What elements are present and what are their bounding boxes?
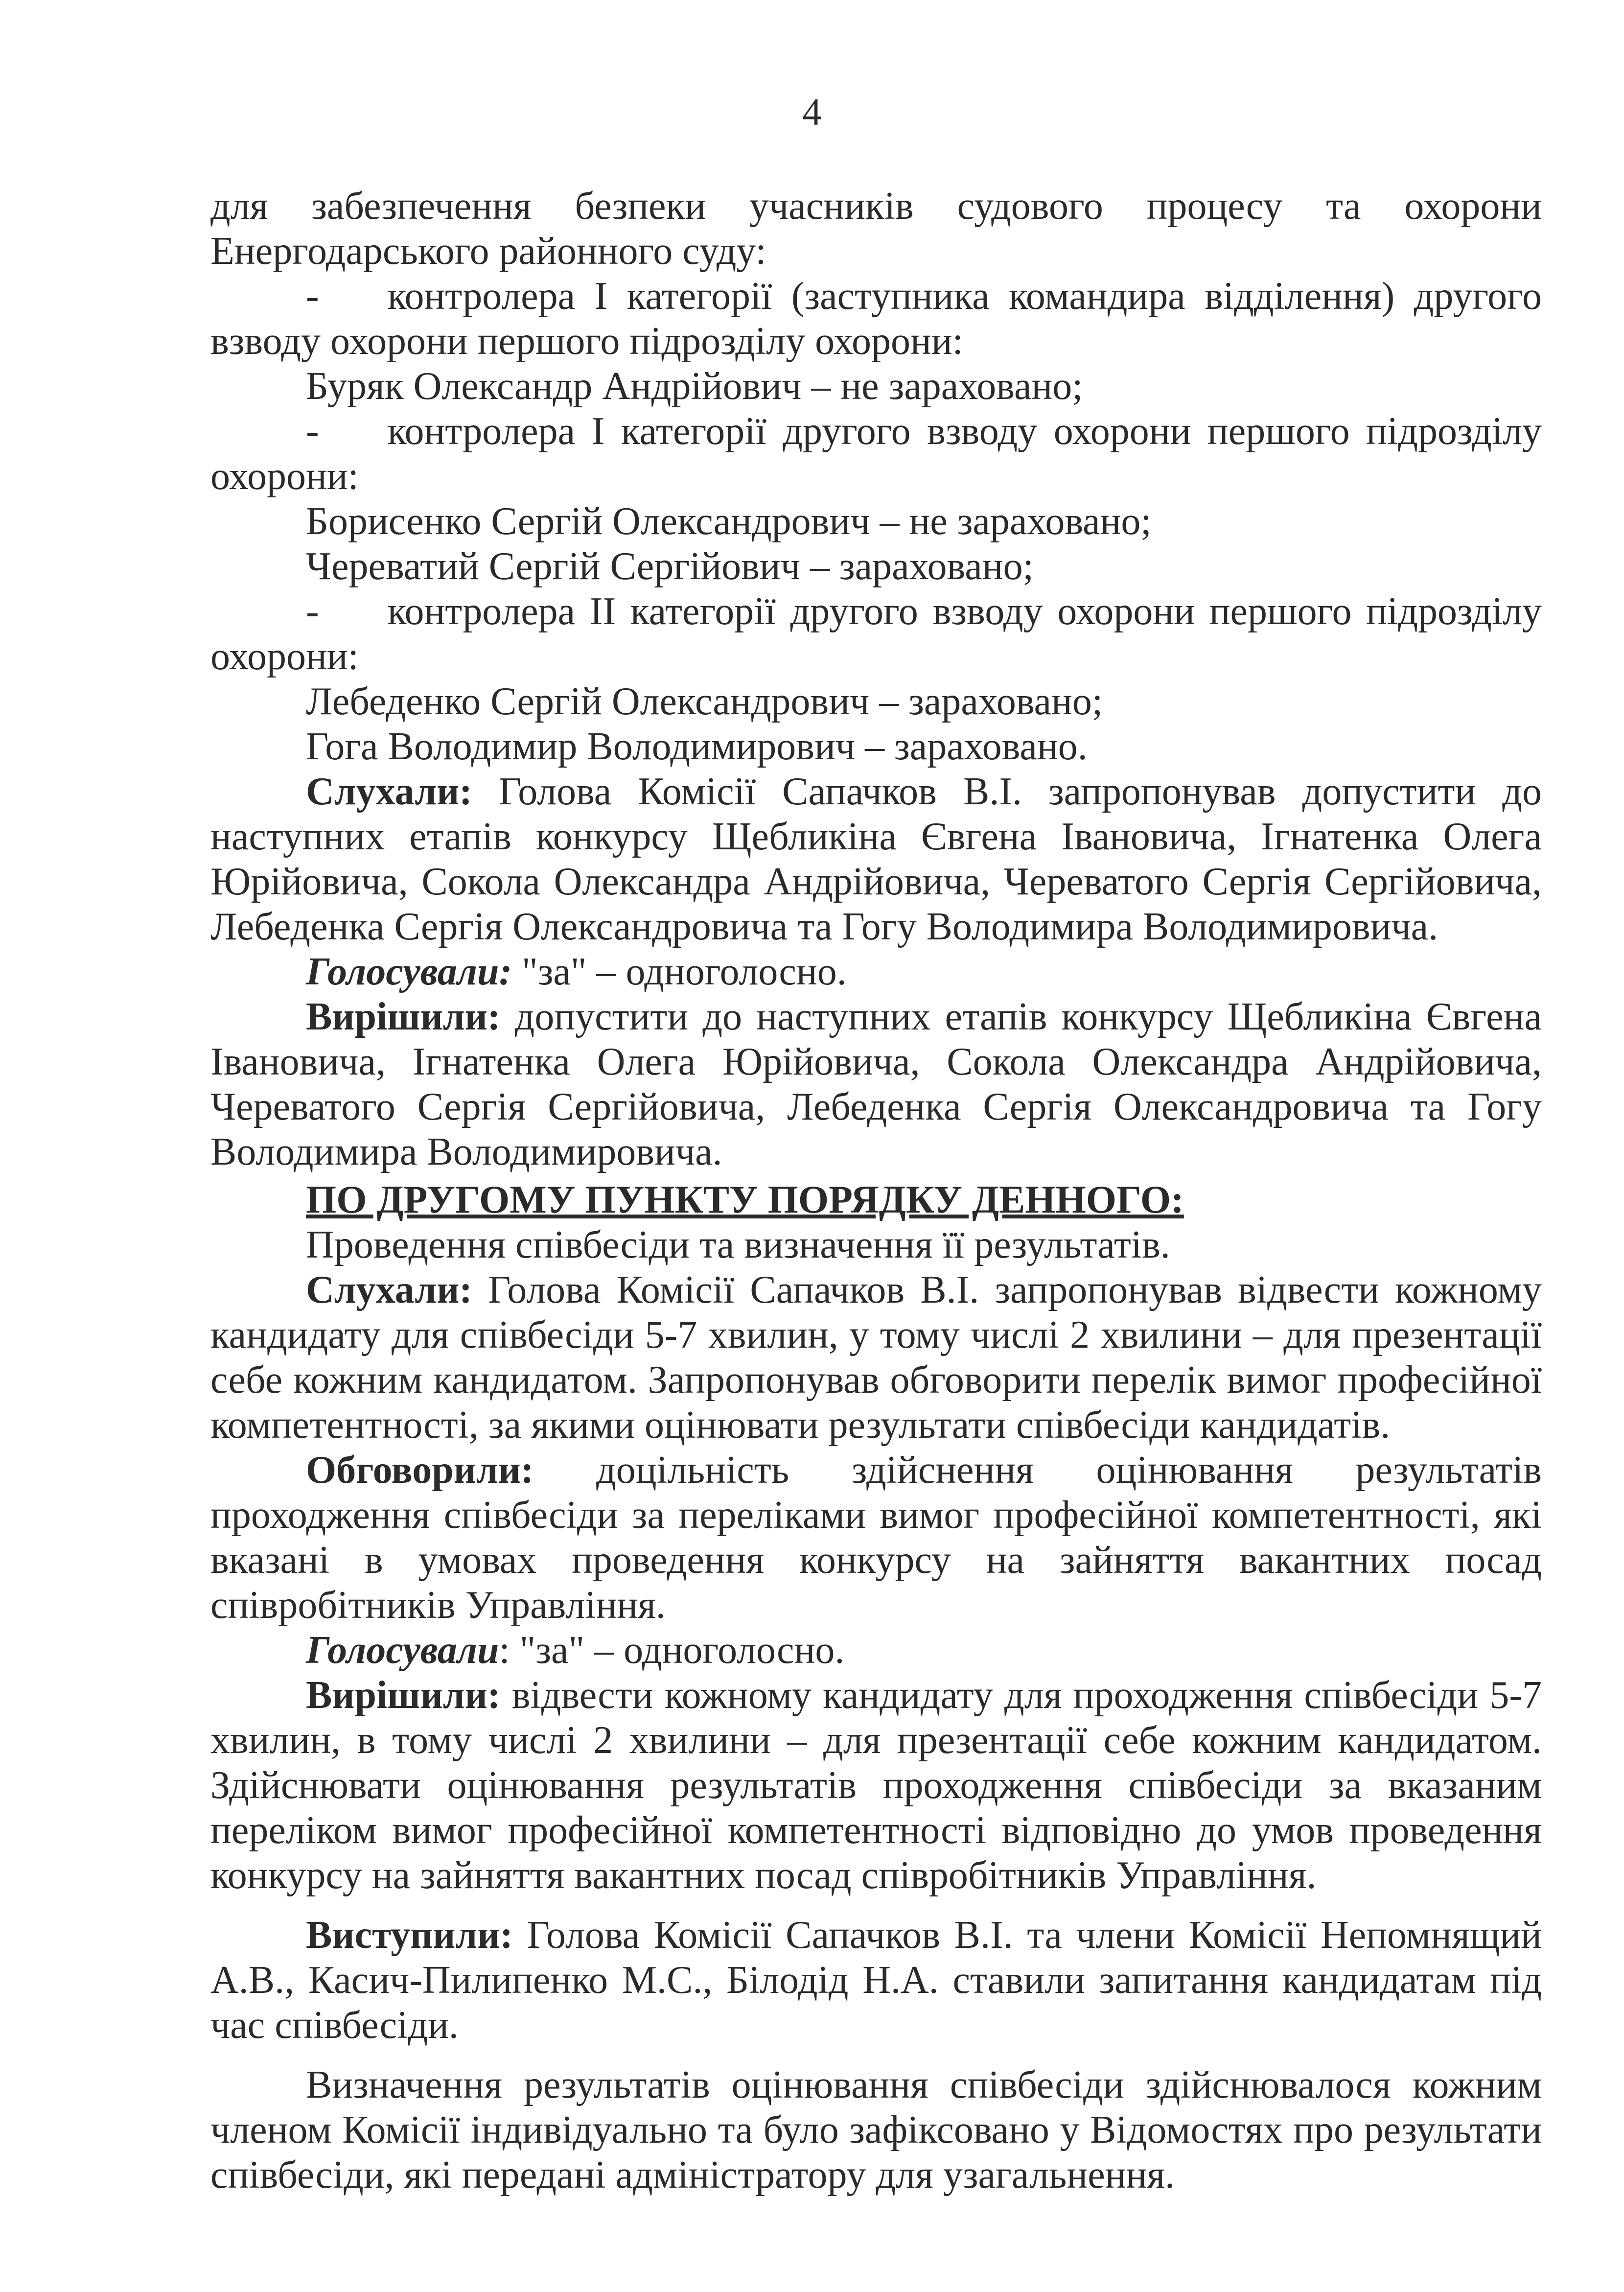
decided-block-2 — [210, 1673, 1542, 1898]
position-text: контролера І категорії другого взводу охорони першого підрозділу охорони: — [210, 410, 1542, 498]
position-text: контролера ІІ категорії другого взводу охорони першого підрозділу охорони: — [210, 590, 1542, 678]
heard-text: Голова Комісії Сапачков В.І. запропонував відвести кожному кандидату для співбесіди 5-7 хвилин, у тому числі 2 хвилини – для презентації себе кожним кандидатом. Запропонував обговорити перелік вимог професійної компетентності, за якими оцінювати результати співбесіди кандидатів. — [210, 1268, 1542, 1447]
spoke-block — [210, 1913, 1542, 2048]
decided-text: відвести кожному кандидату для проходження співбесіди 5-7 хвилин, в тому числі 2 хвилини – для презентації себе кожним кандидатом. Здійснювати оцінювання результатів проходження співбесіди за вказаним переліком вимог професійної компетентності відповідно до умов проведення конкурсу на зайняття вакантних посад співробітників Управління. — [210, 1674, 1542, 1897]
document-body — [210, 184, 1542, 2198]
section-heading: ПО ДРУГОМУ ПУНКТУ ПОРЯДКУ ДЕННОГО: — [306, 1178, 1184, 1221]
voted-text: "за" – одноголосно. — [512, 950, 847, 993]
voted-block-1 — [210, 949, 1542, 994]
discussed-text: доцільність здійснення оцінювання результатів проходження співбесіди за переліками вимог професійної компетентності, які вказані в умовах проведення конкурсу на зайняття вакантних посад співробітників Управління. — [210, 1449, 1542, 1627]
dash-marker: - — [306, 410, 319, 453]
person-entry: Буряк Олександр Андрійович – не зараховано; — [306, 365, 1083, 408]
paragraph-position-1 — [210, 274, 1542, 364]
voted-label: Голосували: — [306, 950, 512, 993]
discussed-block — [210, 1448, 1542, 1628]
person-entry: Череватий Сергій Сергійович – зараховано; — [306, 545, 1034, 588]
discussed-label: Обговорили: — [306, 1449, 534, 1492]
decided-label: Вирішили: — [306, 995, 501, 1038]
spoke-label: Виступили: — [306, 1914, 513, 1957]
paragraph-intro: для забезпечення безпеки учасників судового процесу та охорони Енергодарського районного суду: — [210, 185, 1542, 273]
page-number: 4 — [802, 91, 822, 133]
decided-label: Вирішили: — [306, 1674, 501, 1717]
dash-marker: - — [306, 275, 319, 318]
voted-block-2 — [210, 1628, 1542, 1673]
decided-block-1 — [210, 994, 1542, 1174]
person-entry: Гога Володимир Володимирович – зараховано. — [306, 725, 1088, 768]
heard-block-1 — [210, 769, 1542, 949]
paragraph-position-3 — [210, 589, 1542, 679]
final-paragraph: Визначення результатів оцінювання співбесіди здійснювалося кожним членом Комісії індивідуально та було зафіксовано у Відомостях про результати співбесіди, які передані адміністратору для узагальнення. — [210, 2063, 1542, 2197]
voted-text: : "за" – одноголосно. — [499, 1629, 845, 1672]
person-entry: Борисенко Сергій Олександрович – не зараховано; — [306, 500, 1152, 543]
voted-label: Голосували — [306, 1629, 499, 1672]
heard-label: Слухали: — [306, 770, 472, 813]
person-entry: Лебеденко Сергій Олександрович – зараховано; — [306, 680, 1103, 723]
dash-marker: - — [306, 590, 319, 633]
paragraph-position-2 — [210, 409, 1542, 499]
position-text: контролера І категорії (заступника командира відділення) другого взводу охорони першого підрозділу охорони: — [210, 275, 1542, 363]
heard-text: Голова Комісії Сапачков В.І. запропонував допустити до наступних етапів конкурсу Щебликіна Євгена Івановича, Ігнатенка Олега Юрійовича, Сокола Олександра Андрійовича, Череватого Сергія Сергійовича, Лебеденка Сергія Олександровича та Гогу Володимира Володимировича. — [210, 770, 1542, 948]
heard-block-2 — [210, 1267, 1542, 1448]
spoke-text: Голова Комісії Сапачков В.І. та члени Комісії Непомнящий А.В., Касич-Пилипенко М.С., Білодід Н.А. ставили запитання кандидатам під час співбесіди. — [210, 1914, 1542, 2047]
heard-label: Слухали: — [306, 1268, 472, 1311]
agenda-subject: Проведення співбесіди та визначення її результатів. — [306, 1223, 1170, 1266]
decided-text: допустити до наступних етапів конкурсу Щебликіна Євгена Івановича, Ігнатенка Олега Юрійовича, Сокола Олександра Андрійовича, Череватого Сергія Сергійовича, Лебеденка Сергія Олександровича та Гогу Володимира Володимировича. — [210, 995, 1542, 1173]
